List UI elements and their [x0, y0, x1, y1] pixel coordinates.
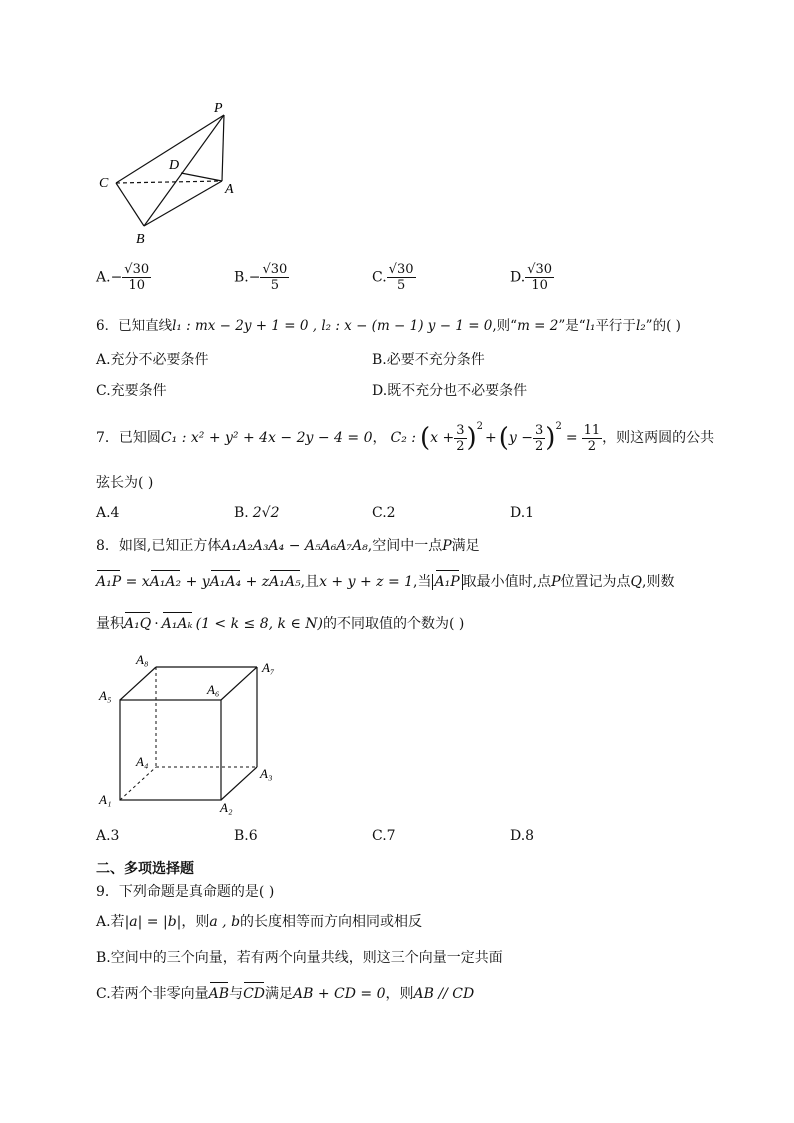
q8-stem-line2: A₁P = xA₁A₂ + yA₁A₄ + zA₁A₅,且x + y + z = 1,当 A₁P 取最小值时,点P位置记为点Q,则数 [96, 570, 674, 591]
q8-option-a[interactable]: A.3 [96, 828, 120, 844]
q6-option-d[interactable]: D.既不充分也不必要条件 [372, 383, 528, 399]
q6-option-c[interactable]: C.充要条件 [96, 383, 167, 399]
q7-stem-cont: 弦长为( ) [96, 475, 154, 491]
edge-da [181, 173, 222, 181]
q9-option-c[interactable]: C.若两个非零向量AB与CD满足AB + CD = 0，则AB // CD [96, 982, 474, 1003]
cube-front-face [120, 700, 221, 800]
q9-stem: 9．下列命题是真命题的是( ) [96, 884, 275, 900]
cube-label-a7: A₇ [262, 660, 275, 675]
edge-ba [144, 181, 222, 226]
q9-option-b[interactable]: B.空间中的三个向量，若有两个向量共线，则这三个向量一定共面 [96, 950, 503, 966]
q7-option-b[interactable]: B. 2√2 [234, 505, 280, 521]
label-c: C [99, 176, 109, 191]
edge-a6-a7 [221, 667, 257, 700]
label-a: A [225, 182, 234, 197]
cube-label-a3: A₃ [260, 766, 273, 781]
q5-option-c[interactable]: C. $\frac{√30}{5}$ [372, 262, 414, 293]
label-b: B [136, 232, 145, 247]
cube-label-a8: A₈ [136, 652, 149, 667]
q5-option-a[interactable]: A.− $\frac{√30}{10}$ [96, 262, 150, 293]
q8-option-d[interactable]: D.8 [510, 828, 535, 844]
edge-cb [116, 183, 144, 226]
q7-option-d[interactable]: D.1 [510, 505, 535, 521]
edge-a2-a3 [221, 767, 257, 800]
q7-option-a[interactable]: A.4 [96, 505, 120, 521]
q7-stem: 7．已知圆 C₁ : x² + y² + 4x − 2y − 4 = 0 ， C₂ : ( x + $\frac{3}{2}$ ) $^2$ + ( y − $\frac{3}{2}$ ) $^2$ = $\frac{11}{2}$ ，则这两圆的公共 [96, 421, 715, 454]
cube-label-a1: A₁ [99, 792, 112, 807]
q8-option-b[interactable]: B.6 [234, 828, 258, 844]
cube-figure [96, 652, 296, 822]
edge-a5-a8 [120, 667, 156, 700]
edge-pb [144, 115, 224, 226]
edge-a1-a4-hidden [120, 767, 156, 800]
q8-stem-line3: 量积A₁Q · A₁Aₖ (1 < k ≤ 8, k ∈ N)的不同取值的个数为( ) [96, 612, 464, 633]
pyramid-figure [90, 95, 250, 255]
cube-label-a6: A₆ [207, 682, 220, 697]
cube-label-a4: A₄ [136, 754, 149, 769]
q5-option-b[interactable]: B.− $\frac{√30}{5}$ [234, 262, 288, 293]
section-title: 二、多项选择题 [96, 861, 194, 877]
q7-option-c[interactable]: C.2 [372, 505, 396, 521]
q5-option-d[interactable]: D. $\frac{√30}{10}$ [510, 262, 553, 293]
q8-option-c[interactable]: C.7 [372, 828, 396, 844]
cube-label-a5: A₅ [99, 688, 112, 703]
q6-stem: 6．已知直线l₁ : mx − 2y + 1 = 0 , l₂ : x − (m − 1) y − 1 = 0,则“m = 2”是“l₁平行于l₂”的( ) [96, 318, 681, 334]
cube-label-a2: A₂ [220, 800, 233, 815]
q6-option-b[interactable]: B.必要不充分条件 [372, 352, 485, 368]
q8-stem-line1: 8．如图,已知正方体A₁A₂A₃A₄ − A₅A₆A₇A₈,空间中一点P满足 [96, 538, 480, 554]
q9-option-a[interactable]: A.若|a| = |b|，则a , b的长度相等而方向相同或相反 [96, 914, 423, 930]
label-d: D [169, 158, 180, 173]
edge-pa [222, 115, 224, 181]
q6-option-a[interactable]: A.充分不必要条件 [96, 352, 209, 368]
edge-ca-dashed [116, 181, 222, 183]
label-p: P [214, 101, 223, 116]
